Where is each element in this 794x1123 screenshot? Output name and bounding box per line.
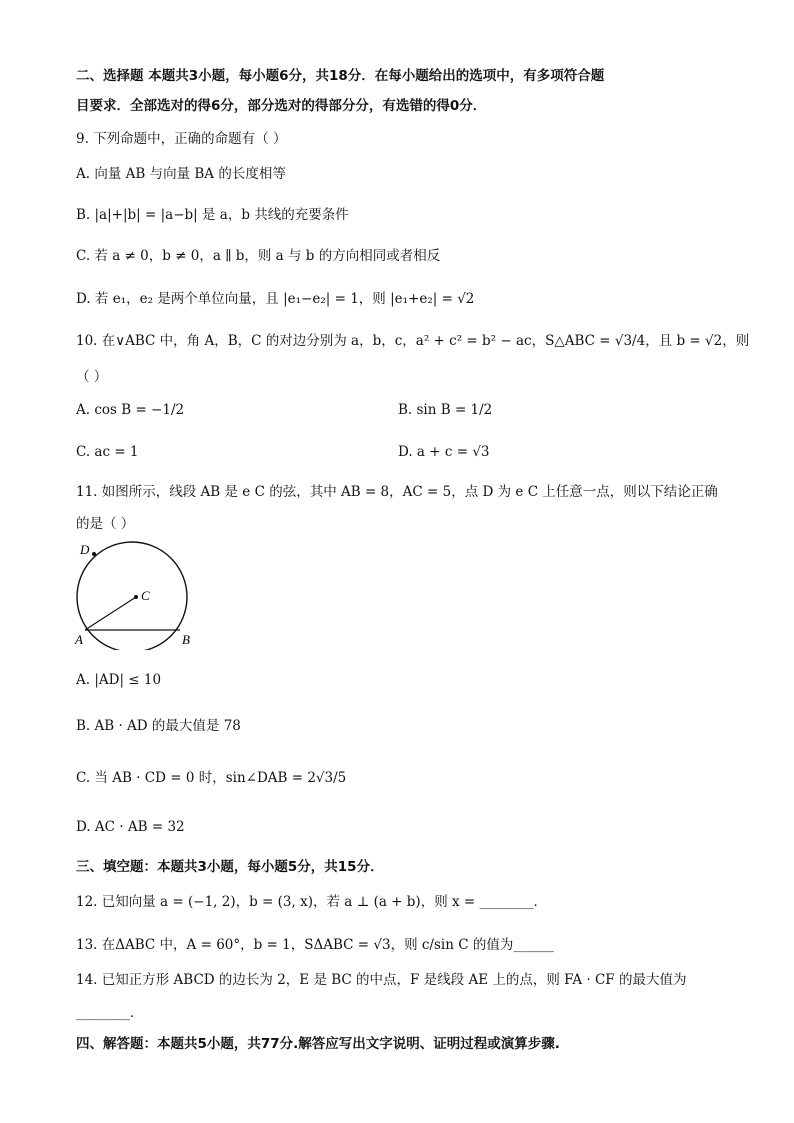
- q9-option-d: D. 若 e₁，e₂ 是两个单位向量，且 |e₁−e₂| = 1，则 |e₁+e₂| = √2: [76, 291, 475, 307]
- q11-circle-figure: [70, 538, 200, 650]
- point-d: [92, 552, 96, 556]
- q9-option-a: A. 向量 AB 与向量 BA 的长度相等: [76, 166, 286, 182]
- label-b: B: [182, 632, 190, 647]
- q14-line2: ________．: [76, 1005, 144, 1021]
- q12-text: 12. 已知向量 a = (−1, 2)，b = (3, x)，若 a ⊥ (a + b)，则 x = ________．: [76, 894, 547, 910]
- q9-stem: 9. 下列命题中，正确的命题有（ ）: [76, 131, 287, 147]
- q13-text: 13. 在ΔABC 中，A = 60°，b = 1，SΔABC = √3，则 c/sin C 的值为______: [76, 937, 554, 953]
- q11-option-a: A. |AD| ≤ 10: [76, 672, 162, 688]
- section2-header-line2: 目要求．全部选对的得6分，部分选对的得部分分，有选错的得0分．: [76, 98, 487, 114]
- q10-option-c: C. ac = 1: [76, 444, 139, 460]
- section3-header: 三、填空题：本题共3小题，每小题5分，共15分．: [76, 859, 384, 875]
- section2-header-line1: 二、选择题 本题共3小题，每小题6分，共18分．在每小题给出的选项中，有多项符合题: [76, 68, 605, 84]
- q11-stem: 11. 如图所示，线段 AB 是 e C 的弦，其中 AB = 8，AC = 5，点 D 为 e C 上任意一点，则以下结论正确: [76, 484, 718, 500]
- label-a: A: [75, 632, 83, 647]
- q10-option-a: A. cos B = −1/2: [76, 402, 185, 418]
- q11-option-b: B. AB · AD 的最大值是 78: [76, 718, 241, 734]
- label-c: C: [141, 588, 150, 603]
- section4-header: 四、解答题：本题共5小题，共77分.解答应写出文字说明、证明过程或演算步骤.: [76, 1036, 560, 1052]
- q10-stem: 10. 在∨ABC 中，角 A，B，C 的对边分别为 a，b，c，a² + c² = b² − ac，S△ABC = √3/4，且 b = √2，则: [76, 333, 750, 349]
- q11-option-c: C. 当 AB · CD = 0 时，sin∠DAB = 2√3/5: [76, 770, 347, 786]
- q11-option-d: D. AC · AB = 32: [76, 819, 185, 835]
- q14-line1: 14. 已知正方形 ABCD 的边长为 2，E 是 BC 的中点，F 是线段 AE 上的点，则 FA · CF 的最大值为: [76, 972, 687, 988]
- q9-option-c: C. 若 a ≠ 0，b ≠ 0，a ∥ b，则 a 与 b 的方向相同或者相反: [76, 248, 441, 264]
- q10-option-b: B. sin B = 1/2: [398, 402, 493, 418]
- q9-option-b: B. |a|+|b| = |a−b| 是 a，b 共线的充要条件: [76, 207, 349, 223]
- segment-ac: [85, 597, 136, 630]
- q10-stem-paren: （ ）: [76, 369, 108, 385]
- q11-stem-line2: 的是（ ）: [76, 516, 135, 532]
- circle-c: [77, 542, 187, 650]
- q10-option-d: D. a + c = √3: [398, 444, 490, 460]
- label-d: D: [80, 542, 90, 557]
- point-c: [134, 595, 138, 599]
